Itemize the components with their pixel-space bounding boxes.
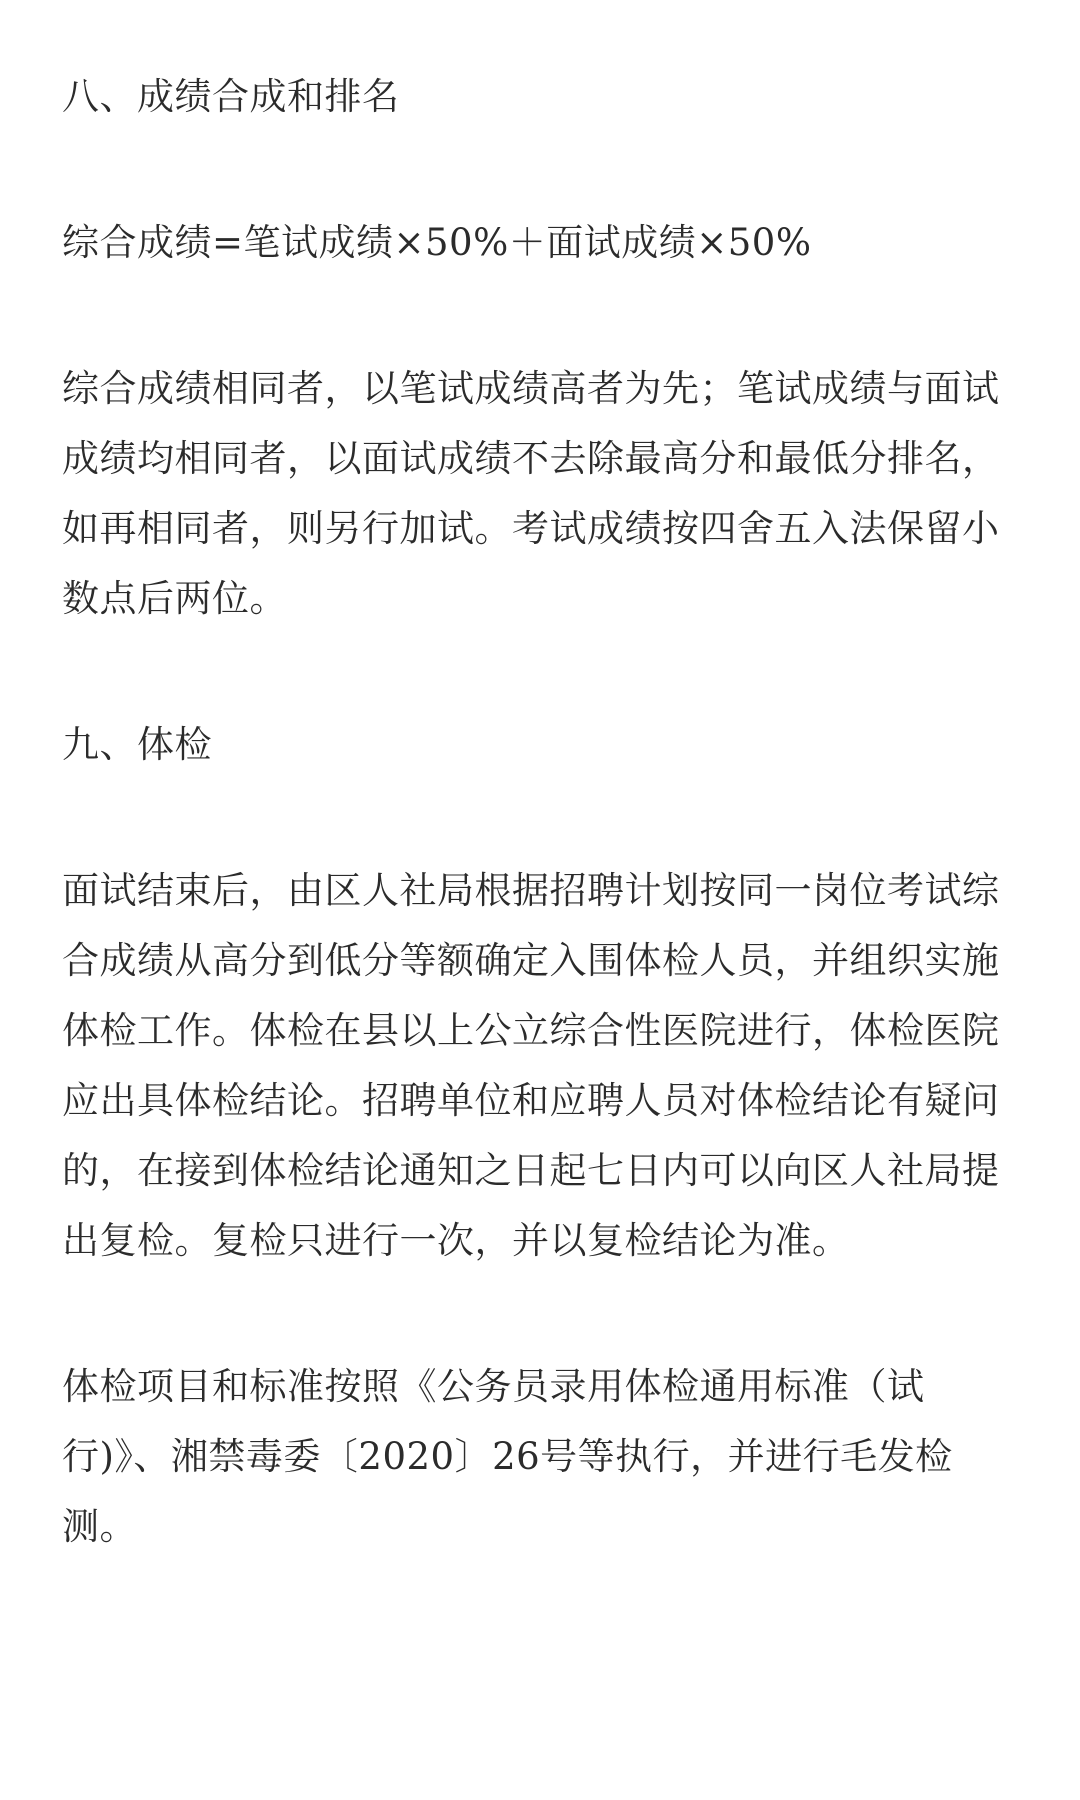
medical-exam-standard-paragraph: 体检项目和标准按照《公务员录用体检通用标准（试行)》、湘禁毒委〔2020〕26号等执行，并进行毛发检测。 <box>62 1365 953 1548</box>
ranking-rule-paragraph: 综合成绩相同者，以笔试成绩高者为先；笔试成绩与面试成绩均相同者，以面试成绩不去除最高分和最低分排名，如再相同者，则另行加试。考试成绩按四舍五入法保留小数点后两位。 <box>62 367 1000 620</box>
score-formula: 综合成绩=笔试成绩×50%＋面试成绩×50% <box>62 221 812 264</box>
section-9-heading: 九、体检 <box>62 723 212 766</box>
medical-exam-process-paragraph: 面试结束后，由区人社局根据招聘计划按同一岗位考试综合成绩从高分到低分等额确定入围体检人员，并组织实施体检工作。体检在县以上公立综合性医院进行，体检医院应出具体检结论。招聘单位和应聘人员对体检结论有疑问的，在接到体检结论通知之日起七日内可以向区人社局提出复检。复检只进行一次，并以复检结论为准。 <box>62 869 1000 1262</box>
section-8-heading: 八、成绩合成和排名 <box>62 75 400 118</box>
